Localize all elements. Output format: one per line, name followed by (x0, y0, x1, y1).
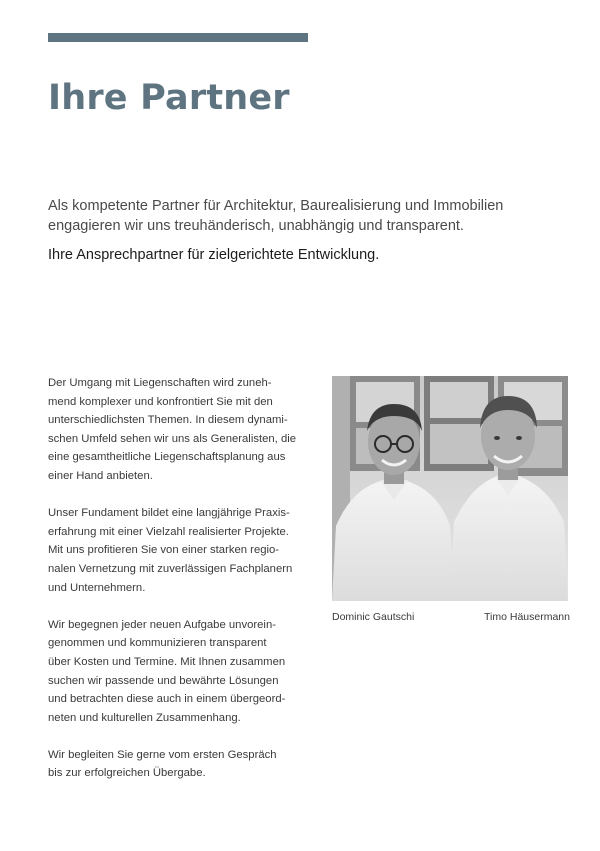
partners-photo (332, 376, 568, 601)
body-paragraph-4: Wir begleiten Sie gerne vom ersten Gespräch bis zur erfolgreichen Übergabe. (48, 748, 277, 780)
caption-right: Timo Häusermann (484, 611, 570, 623)
body-paragraph-1: Der Umgang mit Liegenschaften wird zuneh- mend komplexer und konfrontiert Sie mit den unterschiedlichsten Themen. In diesem dynami- schen Umfeld sehen wir uns als Generalisten, die eine gesamtheitliche Liegenschaftsplanung aus einer Hand anbieten. (48, 377, 297, 482)
accent-bar (48, 33, 308, 42)
page-title: Ihre Partner (48, 78, 290, 118)
caption-left: Dominic Gautschi (332, 611, 415, 623)
intro-line-1: Als kompetente Partner für Architektur, Baurealisierung und Immobilien (48, 198, 504, 214)
intro-line-2: engagieren wir uns treuhänderisch, unabhängig und transparent. (48, 218, 464, 234)
intro-tagline: Ihre Ansprechpartner für zielgerichtete Entwicklung. (48, 247, 380, 263)
body-paragraph-2: Unser Fundament bildet eine langjährige Praxis- erfahrung mit einer Vielzahl realisierter Projekte. Mit uns profitieren Sie von einer starken regio- nalen Vernetzung mit zuverlässigen Fachplanern und Unternehmern. (48, 507, 293, 594)
intro-text (48, 196, 548, 236)
body-text-column (48, 374, 298, 802)
body-paragraph-3: Wir begegnen jeder neuen Aufgabe unvorein- genommen und kommunizieren transparent über Kosten und Termine. Mit Ihnen zusammen suchen wir passende und bewährte Lösungen und betrachten diese auch in einem übergeord- neten und kulturellen Zusammenhang. (48, 618, 286, 724)
